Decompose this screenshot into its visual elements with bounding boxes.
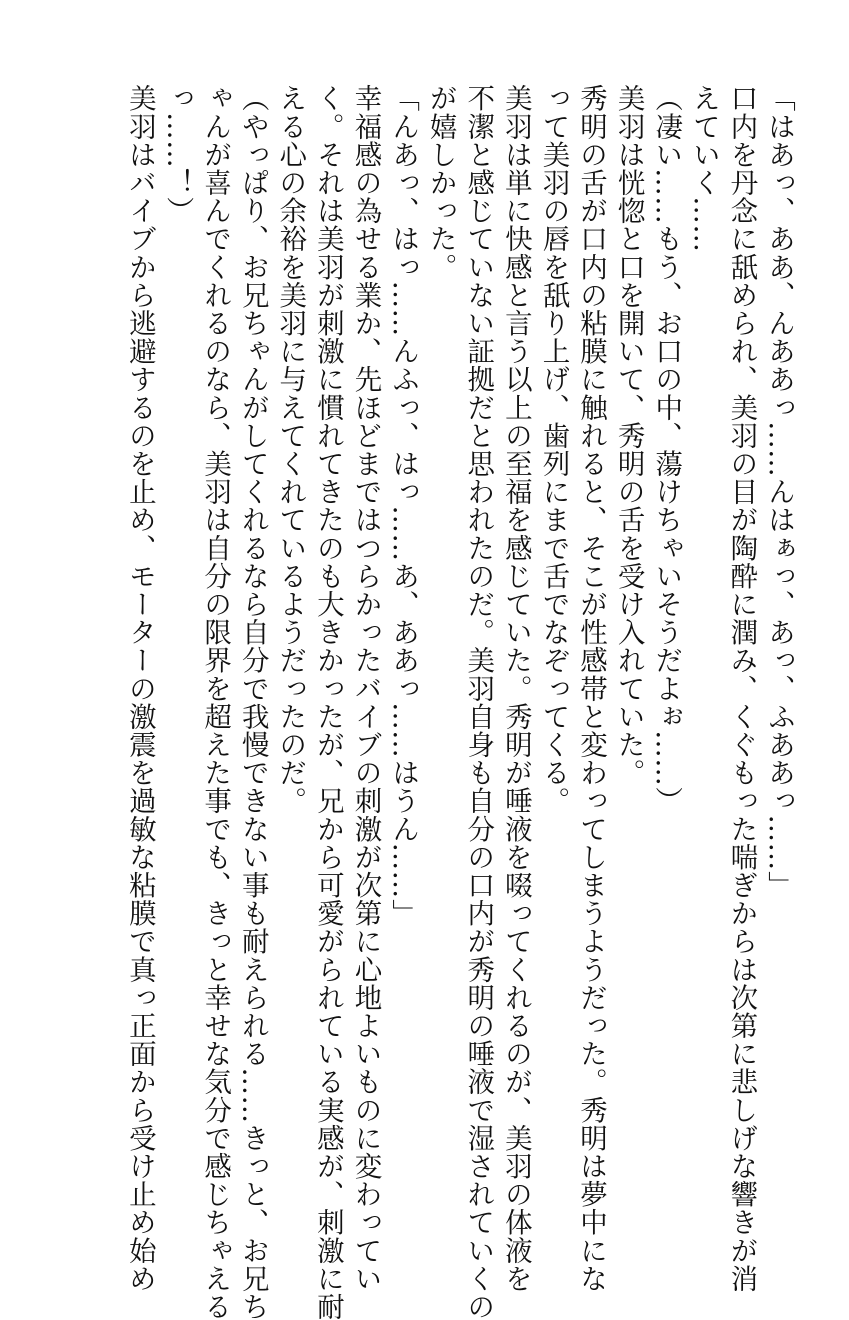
text-line: （やっぱり、お兄ちゃんがしてくれるなら自分で我慢できない事も耐えられる……きっと、お兄ち bbox=[236, 84, 269, 1320]
text-line: が嬉しかった。 bbox=[424, 84, 457, 281]
text-line: 美羽は恍惚と口を開いて、秀明の舌を受け入れていた。 bbox=[612, 84, 645, 787]
text-line: 不潔と感じていない証拠だと思われたのだ。美羽自身も自分の口内が秀明の唾液で湿されていくの bbox=[462, 84, 495, 1320]
text-line: （凄い……もう、お口の中、蕩けちゃいそうだよぉ……） bbox=[650, 84, 683, 815]
text-line: って美羽の唇を舐り上げ、歯列にまで舌でなぞってくる。 bbox=[537, 84, 570, 815]
text-line: く。それは美羽が刺激に慣れてきたのも大きかったが、兄から可愛がられている実感が、刺激に耐 bbox=[311, 84, 344, 1320]
text-line: えていく…… bbox=[687, 84, 720, 253]
text-line: ゃんが喜んでくれるのなら、美羽は自分の限界を超えた事でも、きっと幸せな気分で感じちゃえる bbox=[199, 84, 232, 1320]
vertical-text-body bbox=[120, 84, 797, 1320]
text-line: 秀明の舌が口内の粘膜に触れると、そこが性感帯と変わってしまうようだった。秀明は夢中にな bbox=[575, 84, 608, 1293]
text-line: 美羽はバイブから逃避するのを止め、モーターの激震を過敏な粘膜で真っ正面から受け止め始め bbox=[123, 84, 156, 1293]
text-line: 「んあっ、はっ……んふっ、はっ……あ、ああっ……はうん……」 bbox=[387, 84, 420, 927]
text-line: っ……！） bbox=[161, 84, 194, 225]
text-line: える心の余裕を美羽に与えてくれているようだったのだ。 bbox=[274, 84, 307, 815]
text-line: 「はあっ、ああ、んああっ……んはぁっ、あっ、ふああっ……」 bbox=[763, 84, 795, 899]
text-line: 美羽は単に快感と言う以上の至福を感じていた。秀明が唾液を啜ってくれるのが、美羽の体液を bbox=[499, 84, 532, 1293]
text-line: 幸福感の為せる業か、先ほどまではつらかったバイブの刺激が次第に心地よいものに変わってい bbox=[349, 84, 382, 1293]
text-line: 口内を丹念に舐められ、美羽の目が陶酔に潤み、くぐもった喘ぎからは次第に悲しげな響きが消 bbox=[725, 84, 758, 1293]
